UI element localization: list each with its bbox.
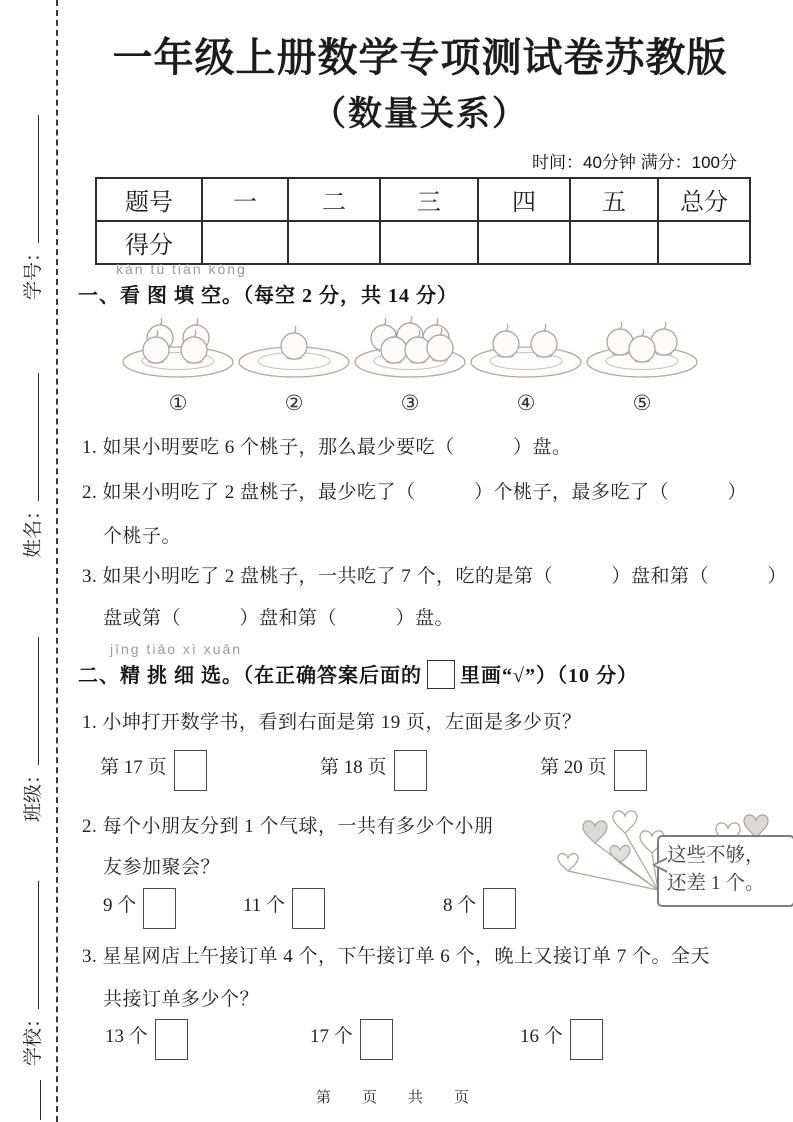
score-header-cell: 五 <box>570 178 658 221</box>
peach-plates-figure <box>118 316 718 416</box>
section1-pinyin: kàn tú tián kòng <box>116 261 247 277</box>
score-empty-cell <box>570 221 658 264</box>
option-11 <box>243 890 443 929</box>
answer-box <box>360 1019 393 1060</box>
score-row-label: 得分 <box>96 221 202 264</box>
answer-box <box>614 750 647 791</box>
section1-question2-line1: 2. 如果小明吃了 2 盘桃子，最少吃了（ ）个桃子，最多吃了（ ） <box>82 482 748 503</box>
option-label: 16 个 <box>520 1026 563 1047</box>
score-header-cell: 总分 <box>658 178 750 221</box>
answer-box <box>394 750 427 791</box>
score-empty-cell <box>202 221 288 264</box>
school-label: 学校： <box>23 1008 44 1066</box>
student-name-blank <box>26 373 39 501</box>
class-field <box>18 637 45 822</box>
speech-bubble <box>657 835 793 907</box>
score-empty-cell <box>288 221 380 264</box>
answer-box <box>155 1019 188 1060</box>
score-empty-cell <box>478 221 570 264</box>
option-page17 <box>100 752 320 791</box>
section2-question2-line2: 友参加聚会？ <box>103 857 221 878</box>
school-field <box>18 881 45 1066</box>
section1-heading: 一、看 图 填 空。（每空 2 分，共 14 分） <box>78 285 458 307</box>
answer-box <box>143 888 176 929</box>
score-header-cell: 三 <box>380 178 478 221</box>
peach-plate-5-drawing <box>582 316 702 380</box>
section1-question2-line2: 个桃子。 <box>103 526 182 547</box>
answer-box <box>483 888 516 929</box>
section1-question1: 1. 如果小明要吃 6 个桃子，那么最少要吃（ ）盘。 <box>82 437 572 458</box>
peach-plate-1-drawing <box>118 316 238 380</box>
score-header-cell: 二 <box>288 178 380 221</box>
heart-balloons-left <box>558 811 664 890</box>
option-13 <box>105 1021 310 1060</box>
peach-plate-1 <box>118 316 238 416</box>
option-label: 第 18 页 <box>320 757 387 778</box>
peach-plate-2 <box>234 316 354 416</box>
peach-plate-3-drawing <box>350 316 470 380</box>
option-label: 9 个 <box>103 895 137 916</box>
option-16 <box>520 1021 603 1060</box>
score-header-cell: 题号 <box>96 178 202 221</box>
option-label: 第 17 页 <box>100 757 167 778</box>
score-table-header-row <box>96 178 750 221</box>
plate-number-label: ⑤ <box>632 391 652 415</box>
student-id-field <box>18 115 45 300</box>
student-id-label: 学号： <box>23 242 44 300</box>
student-name-field <box>18 373 45 558</box>
speech-bubble-line2: 还差 1 个。 <box>667 873 765 895</box>
section2-question3-line2: 共接订单多少个？ <box>103 989 260 1010</box>
speech-bubble-line1: 这些不够， <box>667 845 765 866</box>
score-table-score-row <box>96 221 750 264</box>
peach-plate-5 <box>582 316 702 416</box>
page-footer: 第 页 共 页 <box>315 1089 477 1106</box>
plate-number-label: ③ <box>400 391 420 415</box>
plate-number-label: ① <box>168 391 188 415</box>
score-empty-cell <box>658 221 750 264</box>
option-label: 第 20 页 <box>540 757 607 778</box>
page-title: 一年级上册数学专项测试卷苏教版 <box>112 36 728 80</box>
school-blank <box>26 881 39 1009</box>
answer-box <box>570 1019 603 1060</box>
section2-pinyin: jīng tiāo xì xuǎn <box>110 641 243 657</box>
section2-question2-line1: 2. 每个小朋友分到 1 个气球，一共有多少个小朋 <box>82 816 494 837</box>
peach-plate-4-drawing <box>466 316 586 380</box>
section2-heading-suffix: 里画“√”）（10 分） <box>460 665 638 687</box>
section1-question3-line1: 3. 如果小明吃了 2 盘桃子，一共吃了 7 个，吃的是第（ ）盘和第（ ） <box>82 566 788 587</box>
option-8 <box>443 890 516 929</box>
plate-number-label: ④ <box>516 391 536 415</box>
answer-box <box>292 888 325 929</box>
option-page18 <box>320 752 540 791</box>
section2-heading-prefix: 二、精 挑 细 选。（在正确答案后面的 <box>78 665 422 687</box>
page-subtitle: （数量关系） <box>312 95 528 133</box>
option-label: 11 个 <box>243 895 286 916</box>
option-page20 <box>540 752 647 791</box>
option-label: 8 个 <box>443 895 477 916</box>
answer-box <box>174 750 207 791</box>
section1-question3-line2: 盘或第（ ）盘和第（ ）盘。 <box>103 608 455 629</box>
peach-plate-3 <box>350 316 470 416</box>
section2-question1-text: 1. 小坤打开数学书，看到右面是第 19 页，左面是多少页？ <box>82 712 582 733</box>
section2-heading <box>78 659 638 689</box>
example-answer-box <box>427 660 455 689</box>
section2-question2-options <box>103 890 516 929</box>
class-label: 班级： <box>23 764 44 822</box>
peach-plate-2-drawing <box>234 316 354 380</box>
option-label: 13 个 <box>105 1026 148 1047</box>
score-empty-cell <box>380 221 478 264</box>
option-17 <box>310 1021 520 1060</box>
score-table <box>95 177 751 265</box>
class-blank <box>26 637 39 765</box>
student-id-blank <box>26 115 39 243</box>
section2-question3-line1: 3. 星星网店上午接订单 4 个，下午接订单 6 个，晚上又接订单 7 个。全天 <box>82 946 711 967</box>
score-header-cell: 四 <box>478 178 570 221</box>
time-score-info: 时间：40分钟 满分：100分 <box>532 153 737 172</box>
peach-plate-4 <box>466 316 586 416</box>
plate-number-label: ② <box>284 391 304 415</box>
section2-question1-options <box>100 752 647 791</box>
section2-question3-options <box>105 1021 603 1060</box>
fold-dashed-line <box>56 0 58 1122</box>
student-name-label: 姓名： <box>23 500 44 558</box>
score-header-cell: 一 <box>202 178 288 221</box>
option-9 <box>103 890 243 929</box>
option-label: 17 个 <box>310 1026 353 1047</box>
